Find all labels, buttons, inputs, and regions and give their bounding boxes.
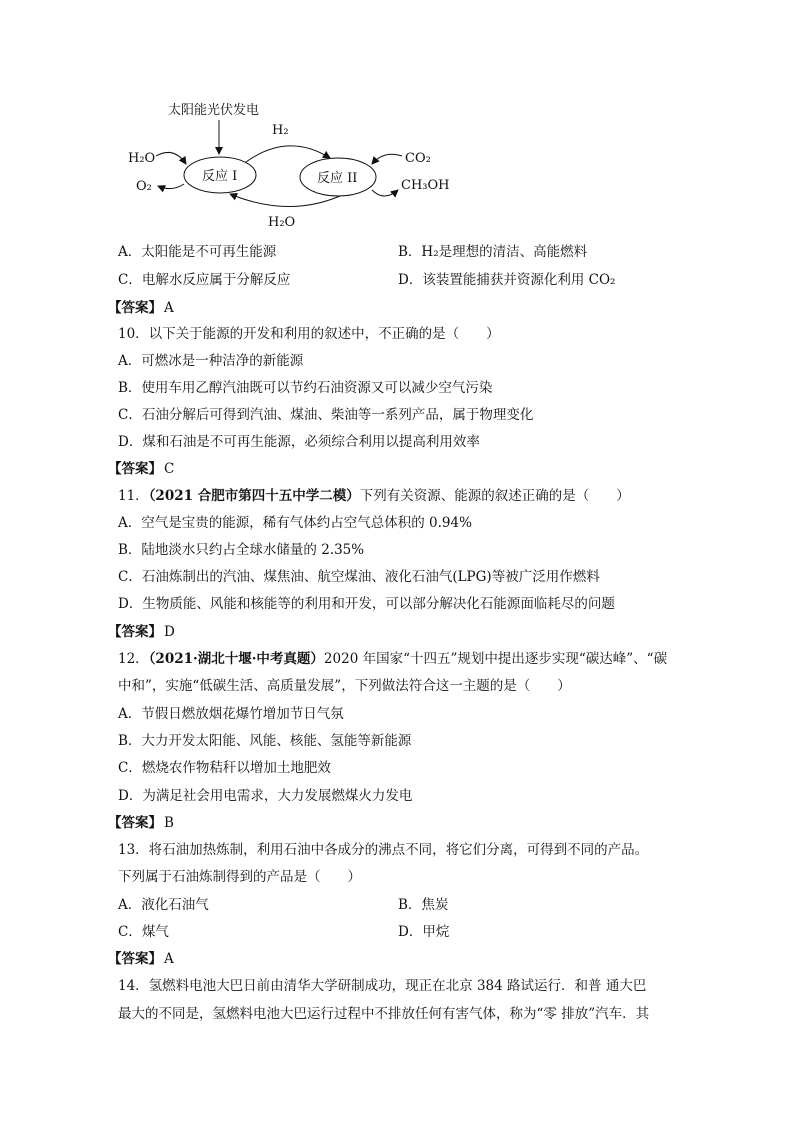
- q12-stem-line2: 中和”，实施“低碳生活、高质量发展”，下列做法符合这一主题的是（ ）: [118, 678, 571, 694]
- co2-in-label: CO₂: [405, 151, 431, 166]
- q10-answer: [108, 459, 174, 479]
- q12-number: 12．: [118, 651, 149, 667]
- q9-option-c: C．电解水反应属于分解反应: [118, 272, 291, 288]
- q11-source: （2021 合肥市第四十五中学二模）: [148, 488, 360, 504]
- q10-option-a: A．可燃冰是一种洁净的新能源: [118, 353, 304, 369]
- q13-option-b: B．焦炭: [398, 897, 449, 913]
- co2-in-arrow: [372, 154, 402, 164]
- answer-label: 【答案】: [108, 951, 162, 967]
- answer-value: B: [164, 815, 174, 831]
- q12-option-c: C．燃烧农作物秸秆以增加土地肥效: [118, 760, 331, 776]
- answer-label: 【答案】: [108, 815, 162, 831]
- reaction2-label: 反应 II: [317, 171, 358, 186]
- q12-text: 2020 年国家“十四五”规划中提出逐步实现“碳达峰”、“碳: [323, 651, 668, 667]
- h2-label: H₂: [272, 123, 289, 138]
- reaction1-label: 反应 I: [202, 169, 238, 184]
- reaction-diagram: [118, 96, 458, 236]
- q9-answer: [108, 298, 174, 318]
- ch3oh-out-arrow: [372, 190, 398, 196]
- q12-answer: [108, 813, 174, 833]
- answer-value: D: [164, 624, 175, 640]
- q10-option-b: B．使用车用乙醇汽油既可以节约石油资源又可以减少空气污染: [118, 380, 493, 396]
- answer-label: 【答案】: [108, 461, 162, 477]
- q12-source: （2021·湖北十堰·中考真题）: [148, 651, 324, 667]
- ch3oh-out-label: CH₃OH: [401, 178, 450, 193]
- h2o-in-arrow: [156, 152, 186, 164]
- q11-option-d: D．生物质能、风能和核能等的利用和开发，可以部分解决化石能源面临耗尽的问题: [118, 596, 615, 612]
- solar-label: 太阳能光伏发电: [168, 103, 260, 118]
- h2o-in-label: H₂O: [128, 151, 156, 166]
- q13-option-c: C．煤气: [118, 924, 169, 940]
- q14-line1: 14．氢燃料电池大巴日前由清华大学研制成功，现正在北京 384 路试运行．和普 通大巴: [118, 978, 647, 994]
- o2-out-arrow: [158, 184, 184, 189]
- o2-out-label: O₂: [136, 179, 152, 194]
- answer-value: A: [164, 300, 174, 316]
- q12-option-a: A．节假日燃放烟花爆竹增加节日气氛: [118, 706, 344, 722]
- q11-text: 下列有关资源、能源的叙述正确的是（ ）: [359, 488, 630, 504]
- q13-stem-line1: 13．将石油加热炼制，利用石油中各成分的沸点不同，将它们分离，可得到不同的产品。: [118, 842, 649, 858]
- answer-value: C: [164, 461, 175, 477]
- q9-option-d: D．该装置能捕获并资源化利用 CO₂: [398, 272, 616, 288]
- q11-stem: [118, 486, 630, 506]
- q10-option-c: C．石油分解后可得到汽油、煤油、柴油等一系列产品，属于物理变化: [118, 407, 534, 423]
- q10-stem: 10．以下关于能源的开发和利用的叙述中，不正确的是（ ）: [118, 326, 500, 342]
- q9-option-b: B．H₂是理想的清洁、高能燃料: [398, 244, 588, 260]
- h2o-return-label: H₂O: [268, 215, 296, 230]
- q11-option-c: C．石油炼制出的汽油、煤焦油、航空煤油、液化石油气(LPG)等被广泛用作燃料: [118, 569, 600, 585]
- answer-value: A: [164, 951, 174, 967]
- h2o-return-arrow: [230, 194, 340, 207]
- q13-stem-line2: 下列属于石油炼制得到的产品是（ ）: [118, 869, 361, 885]
- answer-label: 【答案】: [108, 300, 162, 316]
- q12-option-d: D．为满足社会用电需求，大力发展燃煤火力发电: [118, 788, 413, 804]
- h2-arrow: [246, 146, 330, 162]
- q11-number: 11．: [118, 488, 149, 504]
- q11-option-a: A．空气是宝贵的能源，稀有气体约占空气总体积的 0.94%: [118, 515, 472, 531]
- q13-option-d: D．甲烷: [398, 924, 450, 940]
- q12-option-b: B．大力开发太阳能、风能、核能、氢能等新能源: [118, 733, 412, 749]
- q11-option-b: B．陆地淡水只约占全球水储量的 2.35%: [118, 542, 365, 558]
- q11-answer: [108, 622, 175, 642]
- q9-option-a: A．太阳能是不可再生能源: [118, 244, 277, 260]
- q13-option-a: A．液化石油气: [118, 897, 209, 913]
- q12-stem-line1: [118, 649, 667, 669]
- answer-label: 【答案】: [108, 624, 162, 640]
- q10-option-d: D．煤和石油是不可再生能源，必须综合利用以提高利用效率: [118, 434, 480, 450]
- q14-line2: 最大的不同是，氢燃料电池大巴运行过程中不排放任何有害气体，称为“零 排放”汽车．其: [118, 1006, 650, 1022]
- q13-answer: [108, 949, 174, 969]
